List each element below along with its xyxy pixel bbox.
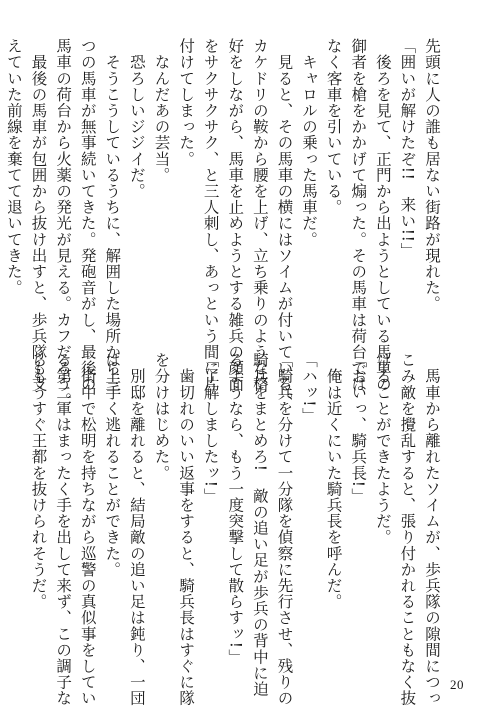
text-line: 付けてしまった。 — [177, 38, 196, 167]
text-line: なんだあの芸当。 — [152, 38, 171, 183]
text-line: カケドリの鞍から腰を上げ、立ち乗りのような格 — [250, 38, 269, 393]
text-line: は上手く逃れることができた。 — [103, 352, 122, 578]
text-line: キャロルの乗った馬車だ。 — [300, 38, 319, 248]
page-number: 20 — [450, 677, 464, 692]
text-line: 「囲いが解けたぞ!! 来い!!」 — [398, 38, 417, 259]
text-line: 後ろを見て、正門から出ようとしている馬車の — [373, 38, 392, 393]
text-line: 御者を槍をかかげて煽った。その馬車は荷台では — [349, 38, 368, 393]
lower-text-block — [26, 352, 444, 707]
text-line: 見ると、その馬車の横にはソイムが付いている。 — [275, 38, 294, 409]
text-line: 別邸を離れると、結局敵の追い足は鈍り、一団 — [127, 352, 146, 707]
text-line: そうこうしているうちに、解囲した場所から三 — [103, 38, 122, 393]
text-line: 好をしながら、馬車を止めようとする雑兵の顔面 — [226, 38, 245, 393]
text-line: をサクサクサク、と三人刺し、あっという間に片 — [201, 38, 220, 393]
text-line: なく客車を引いている。 — [324, 38, 343, 216]
text-line: 街中で松明を持ちながら巡警の真似事をしてい — [78, 352, 97, 707]
text-line: 馬車の荷台から火薬の発光が見える。カフだろう。 — [54, 38, 73, 409]
text-line: る第二軍はまったく手を出して来ず、この調子な — [54, 352, 73, 707]
text-line: るようなら、もう一度突撃して散らすッ!」 — [226, 352, 245, 665]
text-line: 「ハッ!」 — [300, 352, 319, 424]
text-line: けることができたようだ。 — [373, 352, 392, 546]
text-line: 「了解しましたッ!」 — [201, 352, 220, 504]
text-line: 俺は近くにいた騎兵長を呼んだ。 — [324, 352, 343, 610]
text-line: つの馬車が無事続いてきた。発砲音がし、最後の — [78, 38, 97, 393]
text-line: 騎兵をまとめろ! 敵の追い足が歩兵の背中に迫 — [250, 352, 269, 697]
text-line: 馬車から離れたソイムが、歩兵隊の隙間につっ — [423, 352, 441, 707]
text-line: 「騎兵を分けて一分隊を偵察に先行させ、残りの — [275, 352, 294, 707]
text-line: 先頭に人の誰も居ない街路が現れた。 — [423, 38, 441, 312]
text-line: 恐ろしいジジイだ。 — [127, 38, 146, 199]
text-line: らもうすぐ王都を抜けられそうだ。 — [29, 352, 48, 610]
text-line: 歯切れのいい返事をすると、騎兵長はすぐに隊 — [177, 352, 196, 707]
text-line: えていた前線を棄てて退いてきた。 — [4, 38, 23, 296]
text-line: を分けはじめた。 — [152, 352, 171, 481]
text-line: 最後の馬車が包囲から抜け出すと、歩兵隊も支 — [29, 38, 48, 393]
text-line: こみ敵を攪乱すると、張り付かれることもなく抜 — [398, 352, 417, 707]
text-line: 「おいっ、騎兵長!」 — [349, 352, 368, 504]
